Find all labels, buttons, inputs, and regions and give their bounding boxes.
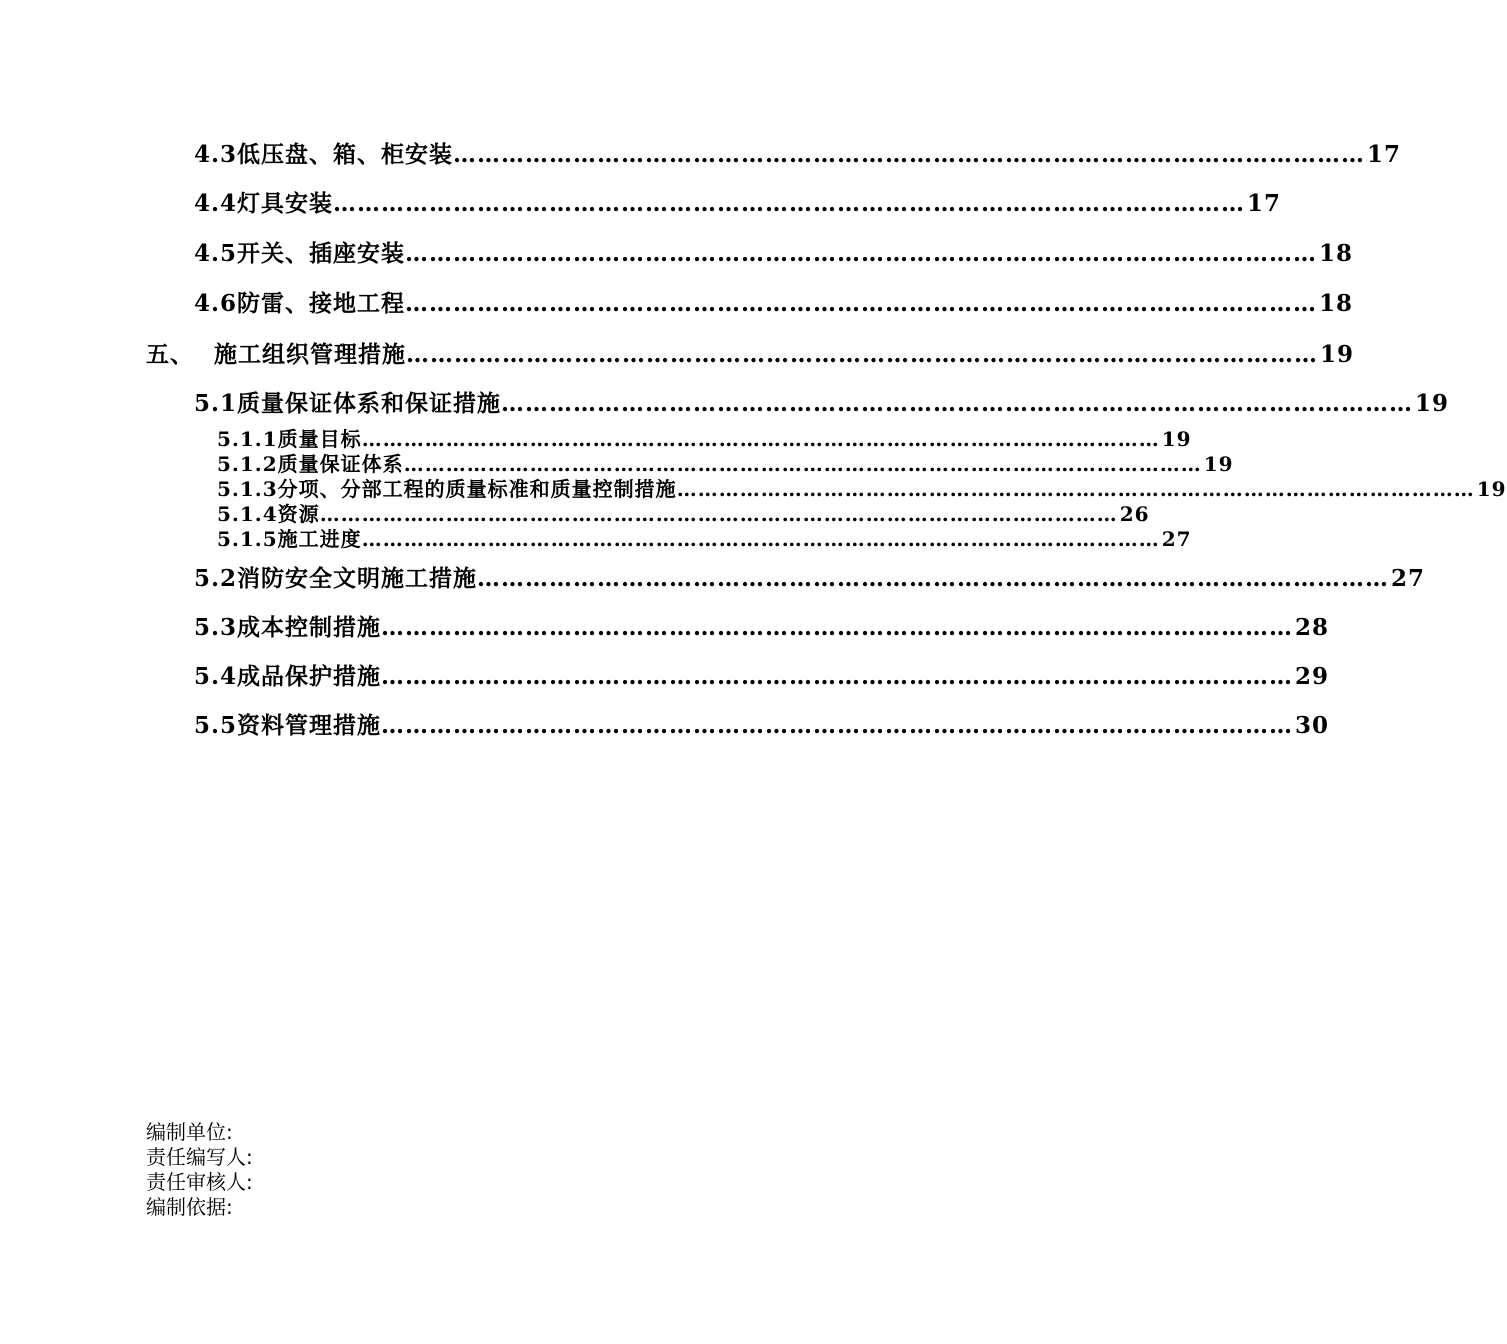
toc-entry-4-6[interactable]: [194, 285, 1354, 318]
toc-leader: ……………………………………………………………………………………………………: [406, 341, 1318, 368]
toc-page-number: 18: [1319, 290, 1354, 317]
toc-page-number: 17: [1247, 190, 1282, 217]
toc-page-number: 17: [1367, 141, 1402, 168]
toc-page-number: 19: [1476, 477, 1507, 501]
toc-leader: ……………………………………………………………………………………………………: [676, 477, 1475, 501]
toc-entry-title: 5.1.5施工进度: [217, 527, 362, 551]
toc-entry-5-5[interactable]: [194, 707, 1330, 740]
toc-leader: ……………………………………………………………………………………………………: [381, 663, 1294, 690]
compiling-unit-label: 编制单位:: [146, 1120, 233, 1144]
toc-page-number: 19: [1203, 452, 1234, 476]
toc-leader: ……………………………………………………………………………………………………: [405, 240, 1318, 267]
toc-entry-title: 5.1质量保证体系和保证措施: [194, 390, 502, 417]
toc-chapter-number: 五、: [146, 341, 194, 368]
toc-entry-5-3[interactable]: [194, 609, 1330, 642]
toc-page-number: 30: [1295, 712, 1330, 739]
toc-entry-title: 5.1.3分项、分部工程的质量标准和质量控制措施: [217, 477, 677, 501]
toc-leader: ……………………………………………………………………………………………………: [333, 190, 1246, 217]
toc-entry-5[interactable]: [146, 336, 1355, 369]
toc-entry-title: 5.1.2质量保证体系: [217, 452, 404, 476]
toc-entry-heading: [146, 336, 406, 369]
toc-leader: ……………………………………………………………………………………………………: [361, 427, 1160, 451]
toc-page-number: 29: [1295, 663, 1330, 690]
toc-entry-title: 5.5资料管理措施: [194, 712, 382, 739]
toc-entry-title: 5.3成本控制措施: [194, 614, 382, 641]
toc-entry-5-2[interactable]: [194, 560, 1426, 593]
toc-entry-4-5[interactable]: [194, 235, 1354, 268]
toc-entry-5-1-5[interactable]: [217, 523, 1192, 552]
toc-page-number: 18: [1319, 240, 1354, 267]
toc-page-number: 19: [1415, 390, 1450, 417]
toc-leader: ……………………………………………………………………………………………………: [405, 290, 1318, 317]
toc-leader: ……………………………………………………………………………………………………: [501, 390, 1414, 417]
toc-leader: ……………………………………………………………………………………………………: [361, 527, 1160, 551]
toc-leader: ……………………………………………………………………………………………………: [403, 452, 1202, 476]
toc-entry-title: 4.4灯具安装: [194, 190, 334, 217]
toc-entry-5-4[interactable]: [194, 658, 1330, 691]
compiling-basis-label: 编制依据:: [146, 1195, 233, 1219]
toc-entry-title: 施工组织管理措施: [214, 341, 406, 368]
toc-entry-title: 4.6防雷、接地工程: [194, 290, 406, 317]
toc-page-number: 19: [1161, 427, 1192, 451]
toc-entry-4-3[interactable]: [194, 136, 1402, 169]
toc-entry-title: 5.4成品保护措施: [194, 663, 382, 690]
toc-leader: ……………………………………………………………………………………………………: [477, 565, 1390, 592]
responsible-reviewer-label: 责任审核人:: [146, 1170, 253, 1194]
toc-page-number: 19: [1320, 341, 1355, 368]
toc-page-number: 27: [1161, 527, 1192, 551]
toc-entry-5-1[interactable]: [194, 385, 1450, 418]
toc-entry-title: 5.1.4资源: [217, 502, 320, 526]
toc-entry-title: 5.1.1质量目标: [217, 427, 362, 451]
toc-leader: ……………………………………………………………………………………………………: [453, 141, 1366, 168]
document-footer: [146, 1120, 253, 1220]
toc-page-number: 27: [1391, 565, 1426, 592]
toc-entry-title: 4.5开关、插座安装: [194, 240, 406, 267]
responsible-writer-label: 责任编写人:: [146, 1145, 253, 1169]
toc-page-number: 28: [1295, 614, 1330, 641]
toc-entry-title: 4.3低压盘、箱、柜安装: [194, 141, 454, 168]
toc-leader: ……………………………………………………………………………………………………: [319, 502, 1118, 526]
toc-page-number: 26: [1119, 502, 1150, 526]
toc-entry-title: 5.2消防安全文明施工措施: [194, 565, 478, 592]
toc-leader: ……………………………………………………………………………………………………: [381, 712, 1294, 739]
toc-leader: ……………………………………………………………………………………………………: [381, 614, 1294, 641]
toc-entry-4-4[interactable]: [194, 185, 1282, 218]
